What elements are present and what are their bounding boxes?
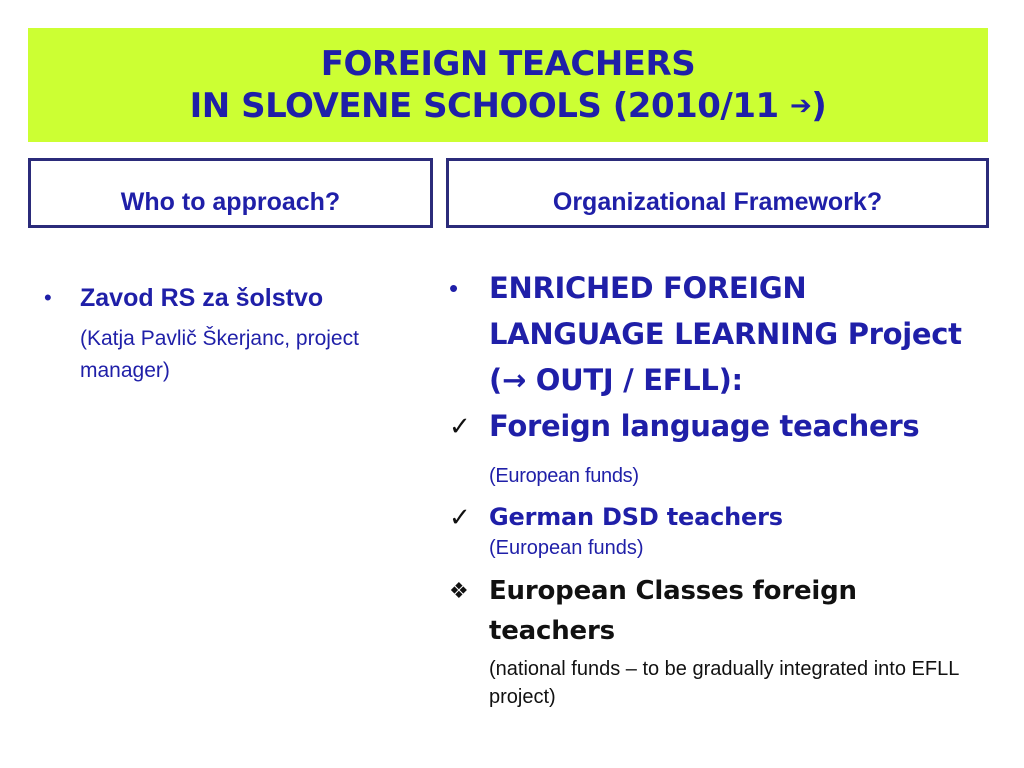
contact-person: (Katja Pavlič Škerjanc, project manager) [80,327,359,382]
foreign-language-teachers [489,403,989,495]
list-item-german-dsd-teachers [449,499,989,561]
left-column [44,281,424,387]
efll-project-heading: ENRICHED FOREIGN LANGUAGE LEARNING Project (→ OUTJ / EFLL): [489,271,962,397]
right-column [449,265,989,711]
check-icon: ✓ [449,411,471,441]
institution-name: Zavod RS za šolstvo [80,284,324,312]
title-band [28,28,988,142]
list-item-european-classes [449,571,989,711]
funding-note: (European funds) [489,465,639,487]
check-icon: ✓ [449,502,471,532]
bullet-icon: • [44,285,52,310]
foreign-language-teachers-label: Foreign language teachers [489,409,920,443]
list-item-foreign-language-teachers [449,403,989,495]
funding-note: (national funds – to be gradually integrated into EFLL project) [489,658,959,708]
title-line-2 [190,85,827,127]
title-line-2-text: IN SLOVENE SCHOOLS (2010/11 [189,86,790,126]
list-item [44,281,424,387]
german-dsd-teachers-label: German DSD teachers [489,503,783,531]
funding-note: (European funds) [489,537,644,559]
who-to-approach-box [28,158,433,228]
title-line-2-close: ) [811,86,827,126]
list-item-efll-project [449,265,989,403]
bullet-icon: • [449,273,459,303]
european-classes-label: European Classes foreign teachers [489,576,857,646]
diamond-bullet-icon: ❖ [449,578,469,603]
organizational-framework-box [446,158,989,228]
who-to-approach-label: Who to approach? [120,188,341,216]
title-line-1: FOREIGN TEACHERS [320,44,696,84]
organizational-framework-label: Organizational Framework? [552,188,883,216]
arrow-icon: ➔ [790,91,812,121]
